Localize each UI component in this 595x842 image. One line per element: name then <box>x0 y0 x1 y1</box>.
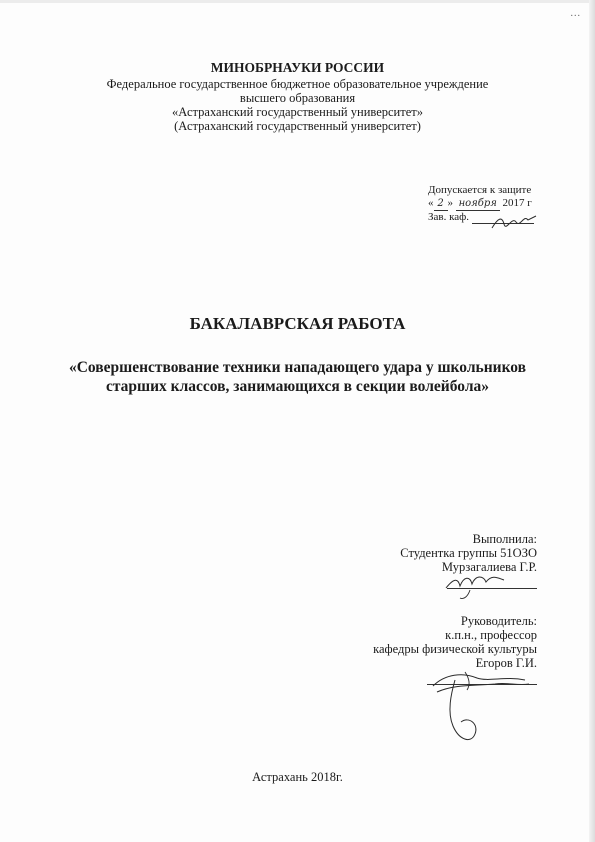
supervisor-label: Руководитель: <box>460 614 537 628</box>
date-month: ноября <box>456 197 500 211</box>
date-year: 2017 г <box>502 197 532 209</box>
date-day: 2 <box>434 197 448 211</box>
org-line-4: (Астраханский государственный университет) <box>174 119 421 133</box>
executor-name: Мурзагалиева Г.Р. <box>441 560 537 574</box>
approval-date <box>428 197 558 211</box>
scan-corner-mark: ... <box>570 8 581 19</box>
supervisor-name: Егоров Г.И. <box>475 656 537 670</box>
org-line-2: высшего образования <box>239 91 356 105</box>
executor-group: Студентка группы 51ОЗО <box>400 546 537 560</box>
supervisor-signature <box>425 664 535 752</box>
head-signature <box>490 210 540 234</box>
ministry-heading: МИНОБРНАУКИ РОССИИ <box>210 60 385 75</box>
city-year: Астрахань 2018г. <box>252 770 343 784</box>
head-of-dept-label: Зав. каф. <box>428 211 470 223</box>
work-title: «Совершенствование техники нападающего удара у школьников старших классов, занимающихся в секции волейбола» <box>68 359 527 395</box>
supervisor-degree: к.п.н., профессор <box>445 628 537 642</box>
date-quote-open: « <box>428 197 434 209</box>
org-line-1: Федеральное государственное бюджетное образовательное учреждение <box>106 77 489 91</box>
scan-edge-top <box>0 0 595 3</box>
date-quote-close: » <box>447 197 453 209</box>
org-line-3: «Астраханский государственный университет» <box>172 105 423 119</box>
executor-signature <box>440 568 510 602</box>
work-type-heading: БАКАЛАВРСКАЯ РАБОТА <box>189 314 406 333</box>
supervisor-dept: кафедры физической культуры <box>373 642 537 656</box>
approval-label: Допускается к защите <box>428 184 532 196</box>
executor-label: Выполнила: <box>472 532 537 546</box>
